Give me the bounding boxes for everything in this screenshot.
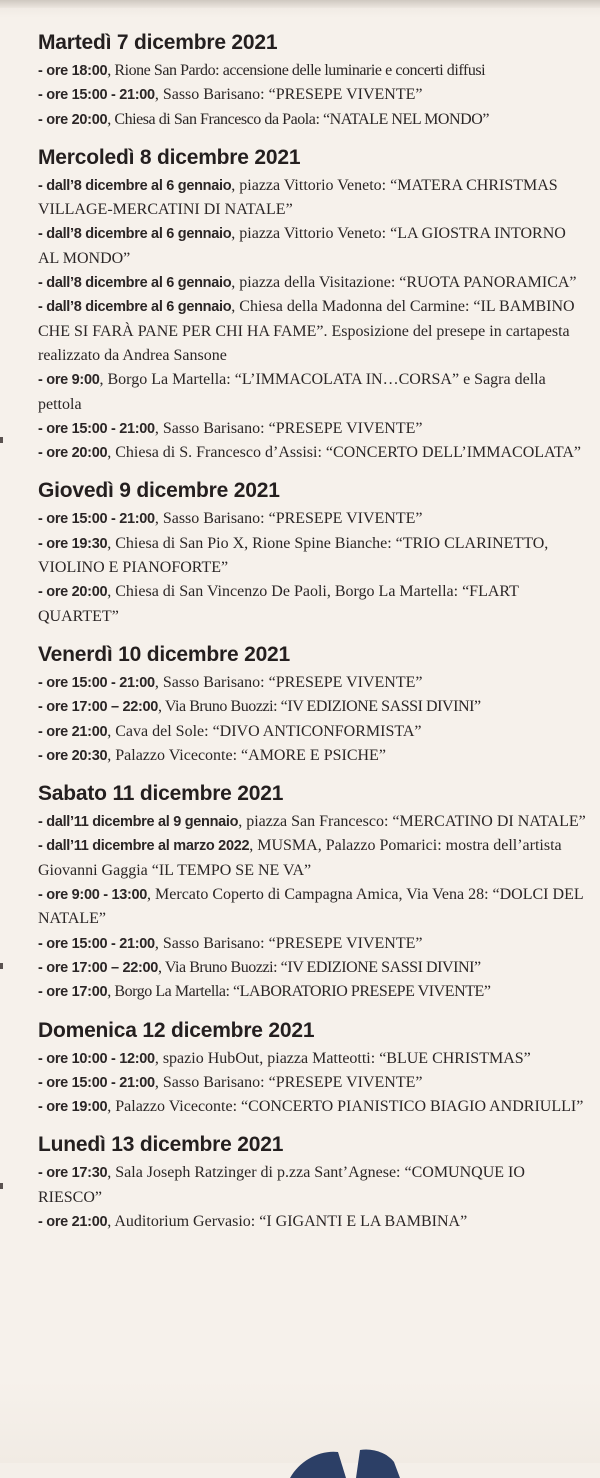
event-time: - ore 21:00 <box>38 1213 108 1230</box>
event-item <box>38 980 586 1004</box>
event-description: , Via Bruno Buozzi: “IV EDIZIONE SASSI DIVINI” <box>158 958 481 976</box>
event-description: , Sasso Barisano: “PRESEPE VIVENTE” <box>154 510 423 528</box>
event-item <box>38 271 586 295</box>
event-item <box>38 295 586 368</box>
event-description: , Chiesa di San Francesco da Paola: “NATALE NEL MONDO” <box>107 110 489 128</box>
event-item <box>38 174 586 223</box>
day-section <box>38 642 586 768</box>
event-description: , piazza Vittorio Veneto: “LA GIOSTRA INTORNO AL MONDO” <box>38 225 566 267</box>
event-description: , spazio HubOut, piazza Matteotti: “BLUE CHRISTMAS” <box>154 1049 531 1067</box>
event-item <box>38 883 586 932</box>
top-shadow-bar <box>0 0 600 8</box>
event-time: - ore 10:00 - 12:00 <box>38 1050 155 1067</box>
event-item <box>38 1071 586 1095</box>
event-time: - ore 15:00 - 21:00 <box>38 420 155 437</box>
day-section <box>38 1018 586 1120</box>
event-time: - ore 21:00 <box>38 723 108 740</box>
event-time: - ore 9:00 - 13:00 <box>38 887 148 904</box>
event-time: - ore 15:00 - 21:00 <box>38 87 155 104</box>
event-time: - ore 17:00 <box>38 984 108 1001</box>
event-time: - ore 20:30 <box>38 747 108 764</box>
event-item <box>38 1161 586 1210</box>
event-time: - dall’8 dicembre al 6 gennaio <box>38 275 232 292</box>
event-description: , Sasso Barisano: “PRESEPE VIVENTE” <box>154 1073 423 1091</box>
event-item <box>38 222 586 271</box>
event-time: - ore 15:00 - 21:00 <box>38 511 155 528</box>
event-time: - dall’8 dicembre al 6 gennaio <box>38 299 232 316</box>
margin-mark <box>0 963 3 969</box>
event-description: , Mercato Coperto di Campagna Amica, Via Vena 28: “DOLCI DEL NATALE” <box>38 886 584 928</box>
event-time: - ore 17:30 <box>38 1165 108 1182</box>
event-item <box>38 1047 586 1071</box>
event-time: - dall’8 dicembre al 6 gennaio <box>38 226 232 243</box>
event-description: , Chiesa di San Pio X, Rione Spine Bianche: “TRIO CLARINETTO, VIOLINO E PIANOFORTE” <box>38 534 549 577</box>
event-time: - ore 18:00 <box>38 63 108 79</box>
event-item <box>38 1095 586 1119</box>
day-section <box>38 30 586 132</box>
event-time: - dall’11 dicembre al 9 gennaio <box>38 814 239 831</box>
event-description: , Cava del Sole: “DIVO ANTICONFORMISTA” <box>107 722 422 740</box>
event-description: , Borgo La Martella: “LABORATORIO PRESEPE VIVENTE” <box>107 983 491 1001</box>
day-section <box>38 145 586 466</box>
event-time: - ore 17:00 – 22:00 <box>38 699 159 716</box>
day-section <box>38 781 586 1004</box>
event-time: - ore 20:00 <box>38 445 108 462</box>
event-item <box>38 368 586 417</box>
event-item <box>38 83 586 107</box>
day-title: Giovedì 9 dicembre 2021 <box>38 479 280 503</box>
event-schedule <box>38 30 586 1247</box>
event-time: - ore 15:00 - 21:00 <box>38 1074 155 1091</box>
event-description: , MUSMA, Palazzo Pomarici: mostra dell’artista Giovanni Gaggia “IL TEMPO SE NE VA” <box>38 837 562 879</box>
event-item <box>38 834 586 883</box>
day-title: Domenica 12 dicembre 2021 <box>38 1018 315 1042</box>
day-title: Mercoledì 8 dicembre 2021 <box>38 145 301 169</box>
margin-mark <box>0 437 3 443</box>
event-description: , Sasso Barisano: “PRESEPE VIVENTE” <box>154 86 423 104</box>
event-item <box>38 417 586 441</box>
event-time: - ore 20:00 <box>38 111 108 128</box>
event-item <box>38 441 586 465</box>
event-description: , Sasso Barisano: “PRESEPE VIVENTE” <box>154 419 423 437</box>
event-item <box>38 695 586 719</box>
event-time: - ore 19:00 <box>38 1099 108 1116</box>
event-item <box>38 580 586 629</box>
event-time: - dall’8 dicembre al 6 gennaio <box>38 177 232 194</box>
event-description: , Rione San Pardo: accensione delle luminarie e concerti diffusi <box>107 62 486 79</box>
event-description: , Palazzo Viceconte: “CONCERTO PIANISTICO BIAGIO ANDRIULLI” <box>107 1098 584 1116</box>
event-description: , Chiesa di San Vincenzo De Paoli, Borgo La Martella: “FLART QUARTET” <box>38 583 519 625</box>
event-time: - ore 20:00 <box>38 584 108 601</box>
event-time: - dall’11 dicembre al marzo 2022 <box>38 838 250 855</box>
day-title: Venerdì 10 dicembre 2021 <box>38 642 291 666</box>
day-title: Sabato 11 dicembre 2021 <box>38 782 284 806</box>
day-section <box>38 478 586 628</box>
event-time: - ore 17:00 – 22:00 <box>38 959 159 976</box>
event-description: , Chiesa della Madonna del Carmine: “IL BAMBINO CHE SI FARÀ PANE PER CHI HA FAME”. Esposizione del presepe in cartapesta realizzato da Andrea Sansone <box>38 298 575 364</box>
day-section <box>38 1132 586 1234</box>
event-item <box>38 720 586 744</box>
event-description: , piazza San Francesco: “MERCATINO DI NATALE” <box>238 813 586 831</box>
event-item <box>38 932 586 956</box>
event-description: , Sasso Barisano: “PRESEPE VIVENTE” <box>154 934 423 952</box>
event-description: , Palazzo Viceconte: “AMORE E PSICHE” <box>107 746 386 764</box>
event-description: , Via Bruno Buozzi: “IV EDIZIONE SASSI DIVINI” <box>158 698 481 716</box>
event-description: , Sala Joseph Ratzinger di p.zza Sant’Agnese: “COMUNQUE IO RIESCO” <box>38 1164 525 1206</box>
event-item <box>38 671 586 695</box>
event-item <box>38 532 586 581</box>
event-item <box>38 108 586 132</box>
event-item <box>38 744 586 768</box>
day-title: Martedì 7 dicembre 2021 <box>38 31 278 54</box>
day-title: Lunedì 13 dicembre 2021 <box>38 1133 284 1157</box>
event-item <box>38 956 586 980</box>
event-item <box>38 59 586 83</box>
event-time: - ore 9:00 <box>38 372 100 389</box>
event-description: , piazza Vittorio Veneto: “MATERA CHRISTMAS VILLAGE-MERCATINI DI NATALE” <box>38 176 558 219</box>
margin-mark <box>0 1183 3 1189</box>
event-description: , Sasso Barisano: “PRESEPE VIVENTE” <box>154 673 423 691</box>
event-description: , Chiesa di S. Francesco d’Assisi: “CONCERTO DELL’IMMACOLATA” <box>107 444 581 462</box>
event-time: - ore 19:30 <box>38 535 108 552</box>
event-description: , Auditorium Gervasio: “I GIGANTI E LA BAMBINA” <box>107 1212 468 1230</box>
event-description: , Borgo La Martella: “L’IMMACOLATA IN…CORSA” e Sagra della pettola <box>38 371 546 413</box>
event-item <box>38 507 586 531</box>
logo-partial-icon <box>290 1438 440 1478</box>
event-description: , piazza della Visitazione: “RUOTA PANORAMICA” <box>231 274 577 292</box>
event-time: - ore 15:00 - 21:00 <box>38 935 155 952</box>
event-item <box>38 1210 586 1234</box>
event-item <box>38 810 586 834</box>
event-time: - ore 15:00 - 21:00 <box>38 674 155 691</box>
